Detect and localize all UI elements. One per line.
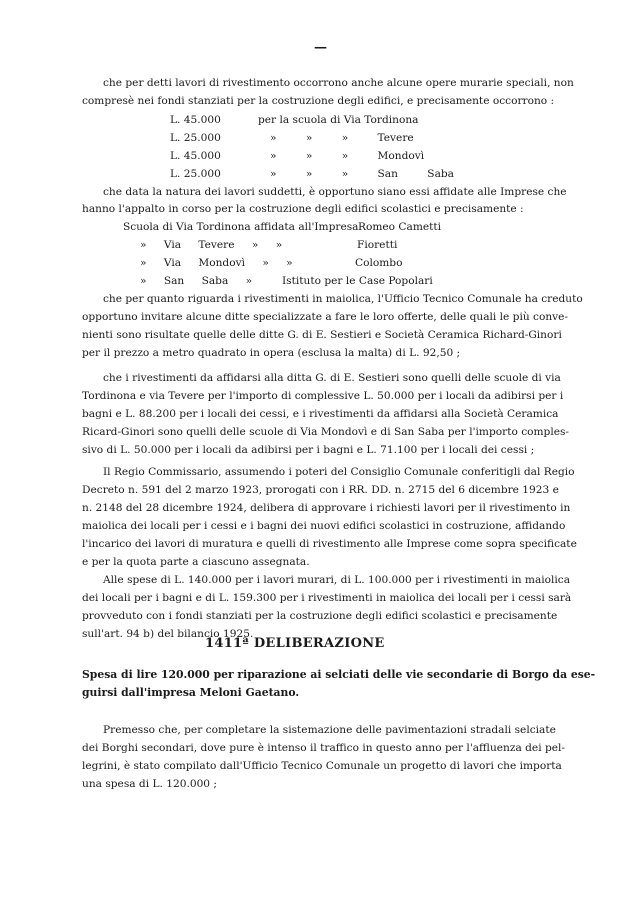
firms-firm-3: Colombo — [355, 257, 403, 269]
firms-school-2: » Via Tevere » » — [140, 239, 283, 251]
para5-line-5: l'incarico dei lavori di muratura e quelli di rivestimento alle Imprese come sopra specificate — [82, 538, 577, 550]
firms-firm-1: Romeo Cametti — [358, 221, 442, 233]
para4-line-1: che i rivestimenti da affidarsi alla ditta G. di E. Sestieri sono quelli delle scuole di via — [103, 372, 561, 384]
para5-line-6: e per la quota parte a ciascuno assegnata. — [82, 556, 310, 568]
para5-line-3: n. 2148 del 28 dicembre 1924, delibera di approvare i richiesti lavori per il rivestimento in — [82, 502, 571, 514]
para5-line-2: Decreto n. 591 del 2 marzo 1923, prorogati con i RR. DD. n. 2715 del 6 dicembre 1923 e — [82, 484, 559, 496]
para6-line-2: dei locali per i bagni e di L. 159.300 per i rivestimenti in maiolica dei locali per i cessi sarà — [82, 592, 572, 604]
works-school-1: per la scuola di Via Tordinona — [258, 114, 419, 126]
para6-line-1: Alle spese di L. 140.000 per i lavori murari, di L. 100.000 per i rivestimenti in maiolica — [103, 574, 571, 586]
deliberation-heading: 1411ª DELIBERAZIONE — [205, 636, 385, 651]
para2-line-2: hanno l'appalto in corso per la costruzione degli edifici scolastici e precisamente : — [82, 203, 524, 215]
works-amount-2: L. 25.000 — [170, 132, 221, 144]
firms-school-4: » San Saba » — [140, 275, 253, 287]
works-school-3: » » » Mondovì — [270, 150, 425, 162]
para3-line-4: per il prezzo a metro quadrato in opera (esclusa la malta) di L. 92,50 ; — [82, 347, 461, 359]
intro-line-1: che per detti lavori di rivestimento occorrono anche alcune opere murarie speciali, non — [103, 77, 574, 89]
subject-line-2: guirsi dall'impresa Meloni Gaetano. — [82, 686, 300, 699]
firms-school-1: Scuola di Via Tordinona affidata all'Impresa — [123, 221, 359, 233]
para7-line-1: Premesso che, per completare la sistemazione delle pavimentazioni stradali selciate — [103, 724, 556, 736]
para3-line-3: nienti sono risultate quelle delle ditte G. di E. Sestieri e Società Ceramica Richard-Ginori — [82, 329, 562, 341]
para7-line-4: una spesa di L. 120.000 ; — [82, 778, 217, 790]
subject-line-1: Spesa di lire 120.000 per riparazione ai selciati delle vie secondarie di Borgo da ese- — [82, 668, 596, 681]
firms-school-3: » Via Mondovì » » — [140, 257, 293, 269]
works-school-4: » » » San Saba — [270, 168, 454, 180]
works-amount-3: L. 45.000 — [170, 150, 221, 162]
para4-line-3: bagni e L. 88.200 per i locali dei cessi, e i rivestimenti da affidarsi alla Società Ceramica — [82, 408, 559, 420]
works-amount-4: L. 25.000 — [170, 168, 221, 180]
para4-line-5: sivo di L. 50.000 per i locali da adibirsi per i bagni e L. 71.100 per i locali dei cessi ; — [82, 444, 535, 456]
para4-line-2: Tordinona e via Tevere per l'importo di complessive L. 50.000 per i locali da adibirsi per i — [82, 390, 564, 402]
works-school-2: » » » Tevere — [270, 132, 414, 144]
para4-line-4: Ricard-Ginori sono quelli delle scuole di Via Mondovì e di San Saba per l'importo comples- — [82, 426, 570, 438]
para6-line-4: sull'art. 94 b) del bilancio 1925. — [82, 628, 254, 640]
para7-line-2: dei Borghi secondari, dove pure è intenso il traffico in questo anno per l'affluenza dei pel- — [82, 742, 565, 754]
works-amount-1: L. 45.000 — [170, 114, 221, 126]
firms-firm-2: Fioretti — [357, 239, 398, 251]
para2-line-1: che data la natura dei lavori suddetti, è opportuno siano essi affidate alle Imprese che — [103, 186, 567, 198]
page-mark: — — [314, 40, 327, 55]
para3-line-2: opportuno invitare alcune ditte specializzate a fare le loro offerte, delle quali le più conve- — [82, 311, 569, 323]
para5-line-1: Il Regio Commissario, assumendo i poteri del Consiglio Comunale conferitigli dal Regio — [103, 466, 575, 478]
para3-line-1: che per quanto riguarda i rivestimenti in maiolica, l'Ufficio Tecnico Comunale ha creduto — [103, 293, 583, 305]
intro-line-2: compresè nei fondi stanziati per la costruzione degli edifici, e precisamente occorrono : — [82, 95, 555, 107]
para5-line-4: maiolica dei locali per i cessi e i bagni dei nuovi edifici scolastici in costruzione, affidando — [82, 520, 566, 532]
firms-firm-4: Istituto per le Case Popolari — [282, 275, 433, 287]
para7-line-3: legrini, è stato compilato dall'Ufficio Tecnico Comunale un progetto di lavori che importa — [82, 760, 562, 772]
para6-line-3: provveduto con i fondi stanziati per la costruzione degli edifici scolastici e precisamente — [82, 610, 558, 622]
